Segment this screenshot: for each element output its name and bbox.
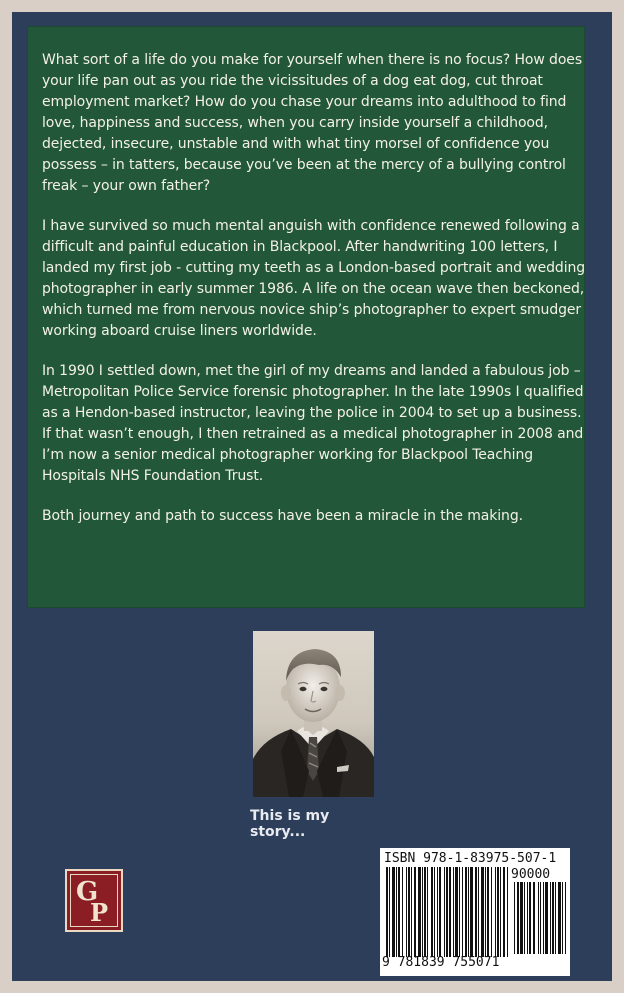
back-cover (12, 12, 612, 981)
barcode-bar (555, 882, 556, 954)
barcode-bar (543, 882, 544, 954)
publisher-logo (65, 869, 123, 932)
barcode-bar (545, 882, 548, 954)
barcode-bar (470, 867, 473, 957)
barcode-bar (414, 867, 416, 957)
barcode-bar (495, 867, 496, 957)
barcode-bar (514, 882, 515, 954)
barcode-bar (386, 867, 388, 957)
barcode-bar (396, 867, 397, 957)
barcode-bar (422, 867, 423, 957)
barcode-bars (386, 867, 508, 957)
barcode-bar (487, 867, 489, 957)
barcode-bar (398, 867, 400, 957)
barcode-bar (565, 882, 566, 954)
blurb-paragraph-3: In 1990 I settled down, met the girl of my dreams and landed a fabulous job – Metropolitan Police Service forensic photographer. In the late 1990s I qualified as a Hendon-based instructor, leaving the police in 2004 to set up a business. If that wasn’t enough, I then retrained as a medical photographer in 2008 and I’m now a senior medical photographer working for Blackpool Teaching Hospitals NHS Foundation Trust. (42, 363, 584, 484)
barcode-bar (427, 867, 428, 957)
barcode-bar (558, 882, 561, 954)
blurb-paragraph-1: What sort of a life do you make for yourself when there is no focus? How does your life pan out as you ride the vicissitudes of a dog eat dog, cut throat employment market? How do you chase your dreams into adulthood to find love, happiness and success, when you carry inside yourself a childhood, dejected, insecure, unstable and with what tiny morsel of confidence you possess – in tatters, because you’ve been at the mercy of a bullying control freak – your own father? (42, 52, 583, 194)
barcode-bar (449, 867, 451, 957)
barcode-addon-bars (514, 882, 566, 954)
barcode-bar (478, 867, 479, 957)
photo-caption: This is my story... (250, 808, 330, 840)
barcode-bar (562, 882, 563, 954)
barcode-bar (538, 882, 539, 954)
barcode-bar (453, 867, 454, 957)
barcode-bar (552, 882, 554, 954)
barcode-bar (491, 867, 492, 957)
barcode-bar (500, 867, 501, 957)
blurb-panel (28, 27, 584, 607)
blurb-paragraph-4: Both journey and path to success have been a miracle in the making. (42, 508, 523, 524)
blurb-paragraph-2: I have survived so much mental anguish with confidence renewed following a difficult and painful education in Blackpool. After handwriting 100 letters, I landed my first job - cutting my teeth as a London-based portrait and wedding photographer in early summer 1986. A life on the ocean wave then beckoned, which turned me from nervous novice ship’s photographer to expert smudger working aboard cruise liners worldwide. (42, 218, 586, 339)
barcode-bar (424, 867, 426, 957)
barcode-bar (533, 882, 535, 954)
barcode-bar (507, 867, 508, 957)
barcode-bar (389, 867, 390, 957)
barcode-bar (418, 867, 421, 957)
barcode-bar (439, 867, 441, 957)
barcode-bar (475, 867, 477, 957)
barcode-bar (444, 867, 445, 957)
barcode-bar (524, 882, 525, 954)
barcode-bar (411, 867, 412, 957)
barcode-bar (437, 867, 438, 957)
barcode-bar (431, 867, 433, 957)
barcode-bar (529, 882, 531, 954)
barcode-bar (520, 882, 523, 954)
barcode-bar (459, 867, 460, 957)
publisher-logo-letter-1: G (76, 877, 99, 907)
barcode-bar (392, 867, 395, 957)
barcode-bar (408, 867, 410, 957)
barcode-bar (540, 882, 541, 954)
isbn-label: ISBN 978-1-83975-507-1 (384, 851, 557, 866)
barcode-bar (406, 867, 407, 957)
author-childhood-photo (253, 631, 374, 797)
barcode-bar (434, 867, 435, 957)
barcode-bar (517, 882, 519, 954)
barcode-bar (503, 867, 505, 957)
isbn-barcode (380, 848, 570, 976)
barcode-digits: 9 781839 755071 (382, 955, 500, 970)
barcode-bar (446, 867, 448, 957)
barcode-bar (497, 867, 499, 957)
barcode-bar (455, 867, 458, 957)
barcode-bar (527, 882, 528, 954)
barcode-bar (468, 867, 469, 957)
barcode-bar (481, 867, 484, 957)
barcode-bar (462, 867, 463, 957)
barcode-bar (402, 867, 403, 957)
barcode-addon-code: 90000 (511, 867, 551, 882)
barcode-bar (465, 867, 467, 957)
publisher-logo-letter-2: P (90, 898, 109, 927)
barcode-bar (550, 882, 551, 954)
barcode-bar (485, 867, 486, 957)
